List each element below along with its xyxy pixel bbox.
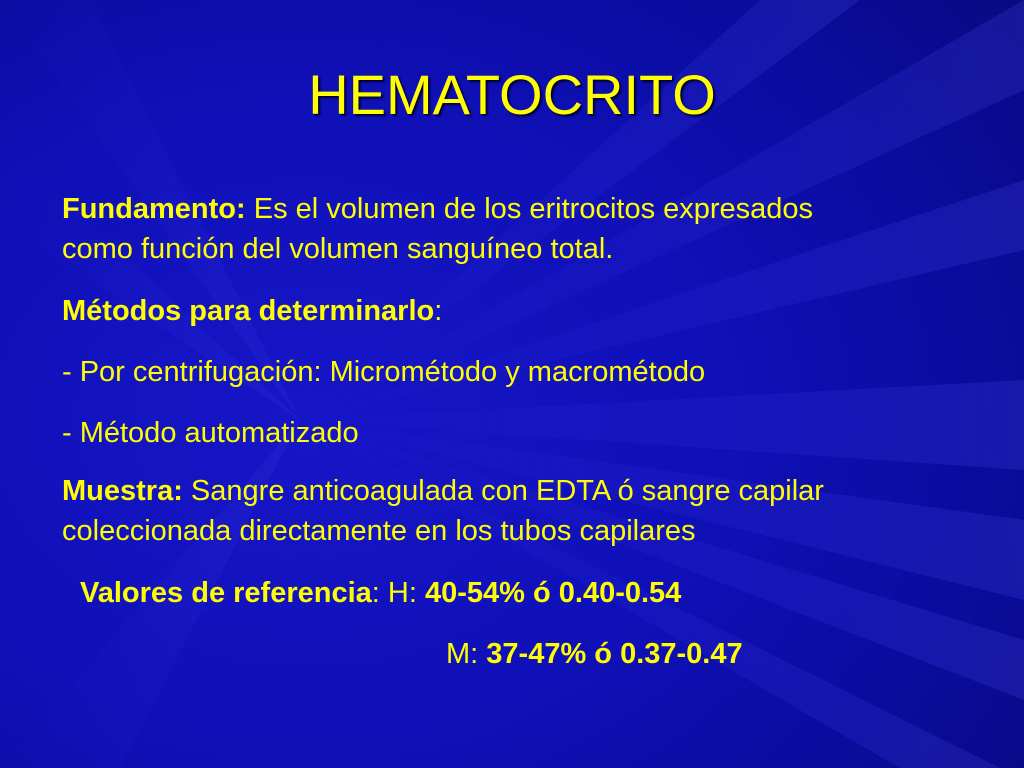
valores-h-line [80, 574, 681, 612]
fundamento-label: Fundamento [62, 193, 236, 225]
fundamento-text-1: Es el volumen de los eritrocitos expresados [245, 193, 814, 225]
muestra-colon: : [173, 475, 183, 507]
muestra-line-2: coleccionada directamente en los tubos capilares [62, 515, 696, 547]
metodos-colon: : [434, 295, 443, 327]
valores-label: Valores de referencia [80, 577, 372, 609]
valores-h-prefix: : H: [371, 577, 425, 609]
valores-h-value: 40-54% ó 0.40-0.54 [424, 577, 682, 609]
muestra-line-1 [62, 472, 824, 510]
valores-m-prefix: M: [446, 638, 487, 670]
metodo-item-centrifugacion: - Por centrifugación: Micrométodo y macrométodo [62, 356, 706, 388]
page-title: HEMATOCRITO [308, 63, 716, 126]
fundamento-colon: : [236, 193, 246, 225]
muestra-text-1: Sangre anticoagulada con EDTA ó sangre capilar [182, 475, 824, 507]
metodos-label: Métodos para determinarlo [62, 295, 435, 327]
fundamento-line-1 [62, 190, 813, 228]
valores-m-value: 37-47% ó 0.37-0.47 [486, 638, 743, 670]
valores-m-line [446, 635, 743, 673]
fundamento-line-2: como función del volumen sanguíneo total. [62, 233, 614, 265]
metodo-item-automatizado: - Método automatizado [62, 417, 359, 449]
muestra-label: Muestra [62, 475, 174, 507]
metodos-heading [62, 292, 442, 330]
